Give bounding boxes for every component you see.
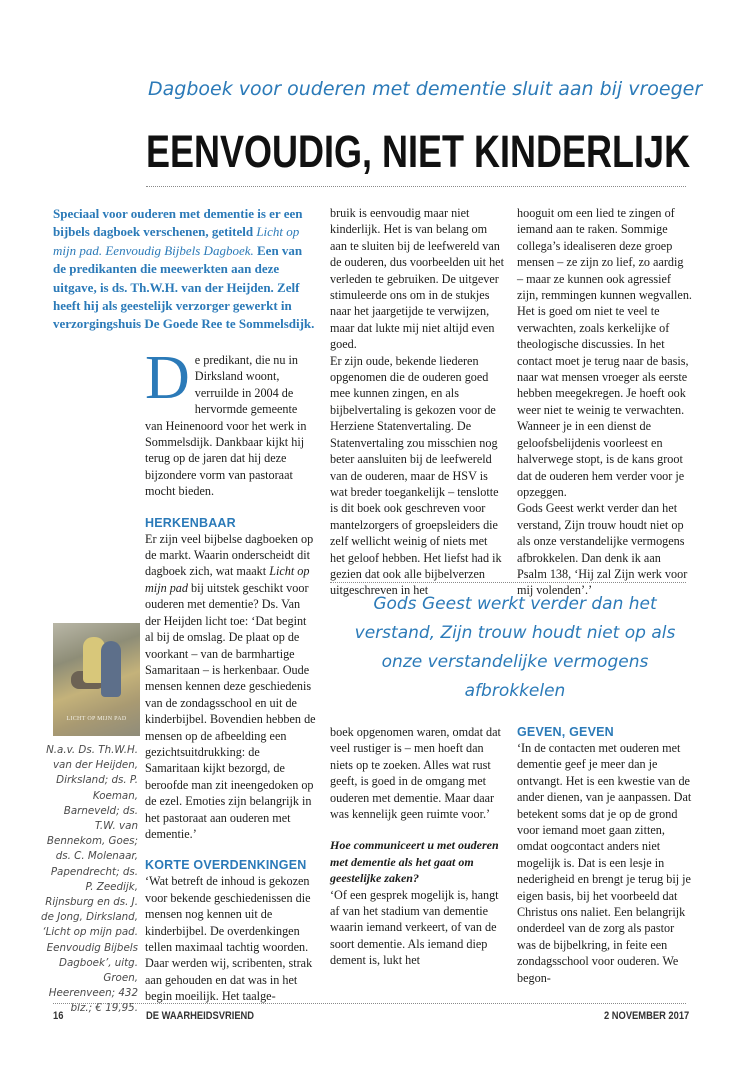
column-2-bottom [330,724,505,969]
korte-paragraph: ‘Wat betreft de inhoud is gekozen voor bekende geschiedenissen die mensen nog kennen uit de kinderbijbel. De overdenkingen tellen maximaal tachtig woorden. Daar werden wij, scribenten, strak aan gehouden en dat was in het begin moeilijk. Het taalge- [145,874,313,1004]
lead-text-cont: Een van de predikanten die meewerkten aan deze uitgave, is ds. Th.W.H. van der Heijden. Zelf heeft hij als geestelijk verzorger gewerkt in verzorgingshuis De Goede Ree te Sommelsdijk. [53,242,315,332]
headline-divider [146,186,686,187]
section-heading-geven: GEVEN, GEVEN [517,725,614,739]
footer-divider [53,1003,686,1004]
lead-text: Speciaal voor ouderen met dementie is er een bijbels dagboek verschenen, getiteld [53,206,303,240]
page-number: 16 [53,1010,64,1022]
column-2-bottom-paragraph-2: ‘Of een gesprek mogelijk is, hangt af van het stadium van dementie waarin iemand verkeert, of van de soort dementie. Als iemand diep dement is, lukt het [330,887,499,968]
book-title-italic: Licht op mijn pad [145,564,310,595]
section-heading-herkenbaar: HERKENBAAR [145,515,236,530]
column-3-bottom [517,709,692,986]
herkenbaar-paragraph [145,531,317,843]
column-2-bottom-paragraph-1: boek opgenomen waren, omdat dat veel rustiger is – men hoeft dan niets op te zoeken. Alles wat rust geeft, is goed in de omgang met ouderen met dementie. Maar daar was kennelijk geen ruimte voor.’ [330,725,501,822]
column-1 [145,344,317,1005]
section-heading-korte-overdenkingen: KORTE OVERDENKINGEN [145,858,307,873]
book-caption: N.a.v. Ds. Th.W.H. van der Heijden, Dirksland; ds. P. Koeman, Barneveld; ds. T.W. van Bennekom, Goes; ds. C. Molenaar, Papendrecht; ds. P. Zeedijk, Rijnsburg en ds. J. de Jong, Dirksland, ‘Licht op mijn pad. Eenvoudig Bijbels Dagboek’, uitg. Groen, Heerenveen; 432 blz.; € 19,95. [41,744,138,1015]
pull-quote: Gods Geest werkt verder dan het verstand, Zijn trouw houdt niet op als onze verstandelijke vermogens afbrokkelen [354,594,676,701]
geven-paragraph: ‘In de contacten met ouderen met dementie geef je meer dan je ontvangt. Het is een kwestie van de ander dienen, van je aanpassen. Dat betekent soms dat je op de grond voor iemand moet gaan zitten, omdat oogcontact anders niet mogelijk is. Dat is een lesje in nederigheid en brengt je terug bij je eigen basis, bij het voorbeeld dat Christus ons naliet. Een belangrijk onderdeel van de zorg als pastor was de bijbelkring, in feite een zondagsschool voor ouderen. We begon- [517,741,692,985]
book-title-italic: Licht op mijn pad. Eenvoudig Bijbels Dagboek. [53,224,300,258]
issue-date: 2 NOVEMBER 2017 [604,1010,690,1022]
column-2-top [330,205,505,599]
man-figure [101,641,121,697]
intro-text: e predikant, die nu in Dirksland woont, verruilde in 2004 de hervormde gemeente van Heinenoord voor het werk in Sommelsdijk. Dankbaar kijkt hij terug op de jaren dat hij deze bijzondere vorm van pastoraat mocht bieden. [145,353,307,499]
column-2-paragraph-2: Er zijn oude, bekende liederen opgenomen die de ouderen goed mee kunnen zingen, en als bijbelvertaling is gekozen voor de Herziene Statenvertaling. De Statenvertaling zou misschien nog beter aansluiten bij de leefwereld van de ouderen, maar de HSV is wat breder toegankelijk – tenslotte is dit boek ook geschreven voor mantelzorgers of groepsleiders die zelf wellicht weinig of niets met het geloof hebben. Het liefst had ik gezien dat ook alle bijbelverzen uitgeschreven in het [330,353,502,598]
article-kicker: Dagboek voor ouderen met dementie sluit aan bij vroeger [148,78,703,100]
book-cover-image [53,623,140,736]
book-cover-title: LICHT OP MIJN PAD [66,716,127,722]
publication-name: DE WAARHEIDSVRIEND [146,1010,255,1022]
interview-question: Hoe communiceert u met ouderen met dementie als het gaat om geestelijke zaken? [330,838,499,886]
pullquote-divider [330,582,686,583]
drop-cap: D [145,344,190,412]
herkenbaar-text: Er zijn veel bijbelse dagboeken op de markt. Waarin onderscheidt dit dagboek zich, wat maakt [145,531,314,579]
column-3-top [517,205,692,599]
intro-paragraph [145,344,317,500]
column-3-paragraph-2: Gods Geest werkt verder dan het verstand, Zijn trouw houdt niet op als onze verstandelijke vermogens afbrokkelen. Dan denk ik aan Psalm 138, ‘Hij zal Zijn werk voor mij volenden’.’ [517,501,688,598]
herkenbaar-text-cont: bij uitstek geschikt voor ouderen met dementie? Ds. Van der Heijden licht toe: ‘Dat begint al bij de omslag. De plaat op de voorkant – van de barmhartige Samaritaan – is herkenbaar. Oude mensen kennen deze geschiedenis van de zondagsschool en uit de kinderbijbel. Bovendien hebben de mensen op de afbeelding een gezichtsuitdrukking: de Samaritaan kijkt bezorgd, de beroofde man zit ineengedoken op de ezel. Emoties zijn belangrijk in het pastoraat aan ouderen met dementie.’ [145,580,316,841]
lead-paragraph [53,205,315,334]
column-2-paragraph-1: bruik is eenvoudig maar niet kinderlijk. Het is van belang om aan te sluiten bij de leefwereld van de ouderen, dus voorbeelden uit het verleden te gebruiken. De uitgever stimuleerde ons om in de stukjes naar het jaargetijde te verwijzen, maar dat lukte mij niet altijd even goed. [330,206,504,352]
column-3-paragraph-1: hooguit om een lied te zingen of iemand aan te raken. Sommige collega’s idealiseren deze groep mensen – ze zijn zo lief, zo aardig – maar ze kunnen ook agressief zijn, remmingen kunnen wegvallen. Het is goed om niet te veel te verwachten, zoals kerkelijke of theologische discussies. In het contact moet je terug naar de basis, naar wat mensen vroeger als eerste hebben meegekregen. Je hoeft ook weer niet te weinig te verwachten. Wanneer je in een dienst de geloofsbelijdenis voorleest en halverwege stopt, is de kans groot dat de ouderen hem verder voor je opzeggen. [517,206,692,499]
article-headline: EENVOUDIG, NIET KINDERLIJK [146,126,691,177]
